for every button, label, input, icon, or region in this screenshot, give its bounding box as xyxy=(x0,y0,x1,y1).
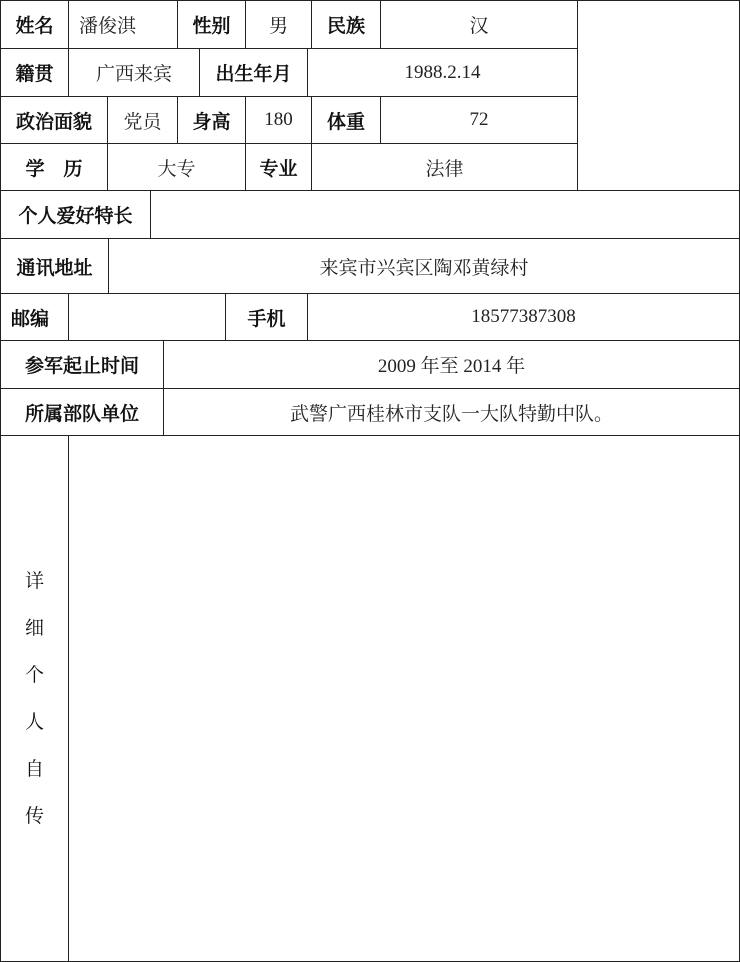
major-label: 专业 xyxy=(245,143,312,191)
ethnicity-label: 民族 xyxy=(311,0,381,49)
weight-label: 体重 xyxy=(311,96,381,144)
height-label: 身高 xyxy=(177,96,246,144)
mobile-value: 18577387308 xyxy=(307,293,740,341)
name-label: 姓名 xyxy=(0,0,69,49)
autobiography-label-char: 自 xyxy=(24,757,44,780)
native-place-label: 籍贯 xyxy=(0,48,69,97)
autobiography-label-char: 详 xyxy=(24,569,44,592)
name-value: 潘俊淇 xyxy=(68,0,178,49)
service-period-label: 参军起止时间 xyxy=(0,340,164,389)
autobiography-label-char: 个 xyxy=(24,663,44,686)
education-value: 大专 xyxy=(107,143,246,191)
ethnicity-value: 汉 xyxy=(380,0,578,49)
political-label: 政治面貌 xyxy=(0,96,108,144)
service-period-value: 2009 年至 2014 年 xyxy=(163,340,740,389)
postcode-label: 邮编 xyxy=(0,293,69,341)
height-value: 180 xyxy=(245,96,312,144)
unit-value: 武警广西桂林市支队一大队特勤中队。 xyxy=(163,388,740,436)
education-label: 学 历 xyxy=(0,143,108,191)
photo-area xyxy=(577,0,740,191)
hobby-label: 个人爱好特长 xyxy=(0,190,151,239)
unit-label: 所属部队单位 xyxy=(0,388,164,436)
autobiography-label-char: 传 xyxy=(24,804,44,827)
address-label: 通讯地址 xyxy=(0,238,109,294)
autobiography-label-char: 人 xyxy=(24,710,44,733)
political-value: 党员 xyxy=(107,96,178,144)
gender-label: 性别 xyxy=(177,0,246,49)
major-value: 法律 xyxy=(311,143,578,191)
hobby-value xyxy=(150,190,740,239)
autobiography-label-char: 细 xyxy=(24,616,44,639)
gender-value: 男 xyxy=(245,0,312,49)
mobile-label: 手机 xyxy=(225,293,308,341)
autobiography-label xyxy=(0,435,69,962)
autobiography-value xyxy=(68,435,740,962)
birth-value: 1988.2.14 xyxy=(307,48,578,97)
birth-label: 出生年月 xyxy=(199,48,308,97)
weight-value: 72 xyxy=(380,96,578,144)
address-value: 来宾市兴宾区陶邓黄绿村 xyxy=(108,238,740,294)
native-place-value: 广西来宾 xyxy=(68,48,200,97)
postcode-value xyxy=(68,293,226,341)
